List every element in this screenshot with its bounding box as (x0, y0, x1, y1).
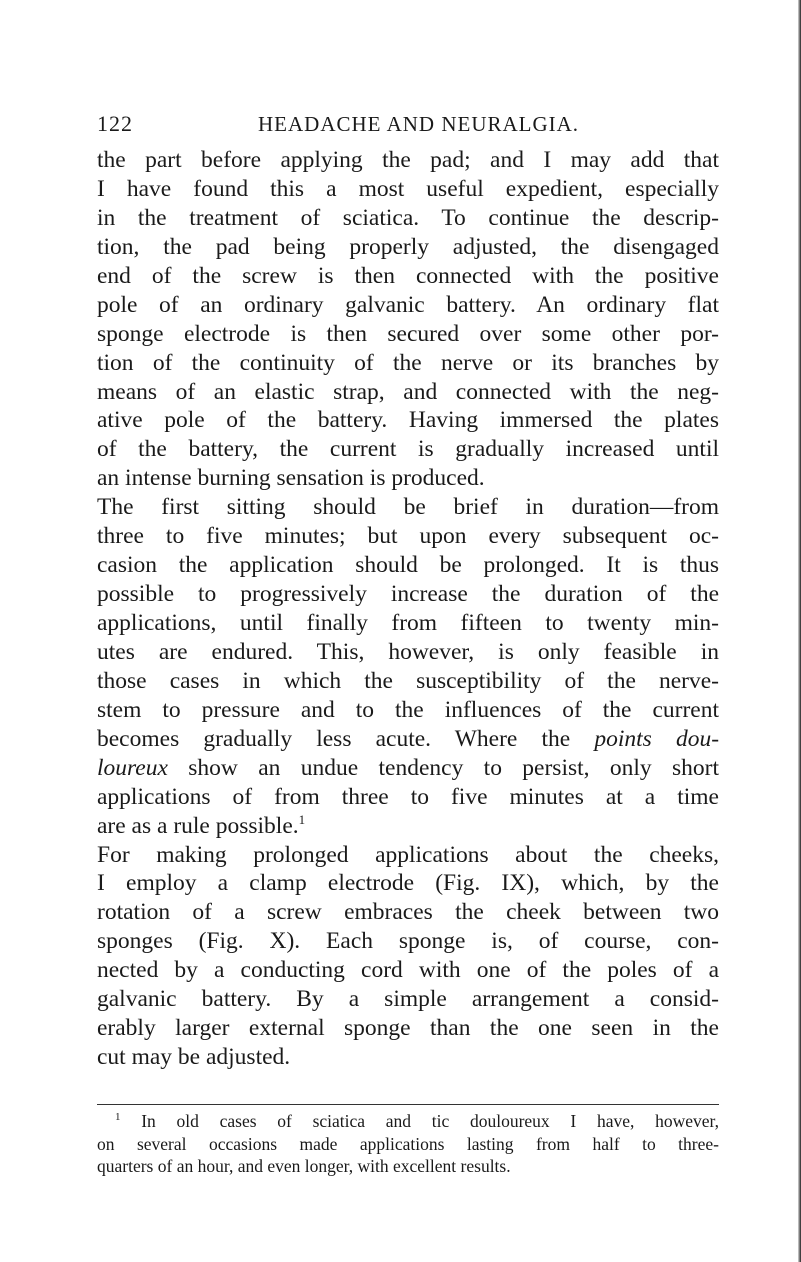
text-line (97, 754, 719, 783)
text-line: casion the application should be prolonged. It is thus (97, 552, 719, 579)
text-line: ative pole of the battery. Having immersed the plates (97, 407, 719, 434)
footnote-divider (97, 1104, 719, 1105)
text-run: In old cases of sciatica and tic douloureux I have, however, (141, 1111, 719, 1131)
text-line: I have found this a most useful expedient, especially (97, 175, 719, 202)
text-line (97, 725, 719, 754)
body-text (97, 146, 719, 1072)
page-number: 122 (97, 111, 133, 136)
text-line: rotation of a screw embraces the cheek between two (97, 899, 719, 926)
text-line: means of an elastic strap, and connected with the neg- (97, 378, 719, 405)
text-line: applications of from three to five minutes at a time (97, 783, 719, 810)
text-line: galvanic battery. By a simple arrangement a consid- (97, 986, 719, 1013)
text-line: sponges (Fig. X). Each sponge is, of course, con- (97, 928, 719, 955)
text-line: possible to progressively increase the duration of the (97, 581, 719, 608)
text-line: For making prolonged applications about the cheeks, (97, 841, 719, 868)
text-line: tion of the continuity of the nerve or its branches by (97, 349, 719, 376)
text-line: those cases in which the susceptibility of the nerve- (97, 667, 719, 694)
text-run: becomes gradually less acute. Where the (97, 725, 571, 752)
text-run: show an undue tendency to persist, only short (188, 754, 719, 781)
italic-term: loureux (97, 754, 168, 781)
italic-term: points dou- (594, 725, 720, 752)
text-line: sponge electrode is then secured over some other por- (97, 320, 719, 347)
text-line: an intense burning sensation is produced. (97, 465, 485, 492)
running-title: HEADACHE AND NEURALGIA. (258, 112, 580, 136)
footnote-marker: 1 (115, 1111, 121, 1124)
text-line: three to five minutes; but upon every subsequent oc- (97, 523, 719, 550)
footnote (97, 1110, 719, 1178)
text-line: stem to pressure and to the influences of the current (97, 696, 719, 723)
text-line: of the battery, the current is gradually increased until (97, 436, 719, 463)
text-line (97, 812, 719, 841)
text-line: in the treatment of sciatica. To continue the descrip- (97, 204, 719, 231)
footnote-line: on several occasions made applications lasting from half to three- (97, 1133, 719, 1154)
text-line: tion, the pad being properly adjusted, the disengaged (97, 233, 719, 260)
text-line: nected by a conducting cord with one of the poles of a (97, 957, 719, 984)
text-line: cut may be adjusted. (97, 1044, 291, 1071)
footnote-line: quarters of an hour, and even longer, with excellent results. (97, 1156, 511, 1176)
text-line: applications, until finally from fifteen to twenty min- (97, 610, 719, 636)
text-line: erably larger external sponge than the one seen in the (97, 1015, 719, 1042)
footnote-line (97, 1110, 719, 1133)
text-line: the part before applying the pad; and I may add that (97, 147, 719, 173)
text-line: pole of an ordinary galvanic battery. An ordinary flat (97, 291, 719, 318)
text-run: are as a rule possible. (97, 812, 299, 839)
text-line: utes are endured. This, however, is only feasible in (97, 638, 719, 665)
text-line: end of the screw is then connected with the positive (97, 262, 719, 289)
running-head (97, 109, 717, 139)
footnote-reference: 1 (298, 811, 306, 827)
text-line: The first sitting should be brief in duration—from (97, 494, 719, 521)
text-line: I employ a clamp electrode (Fig. IX), which, by the (97, 870, 719, 897)
